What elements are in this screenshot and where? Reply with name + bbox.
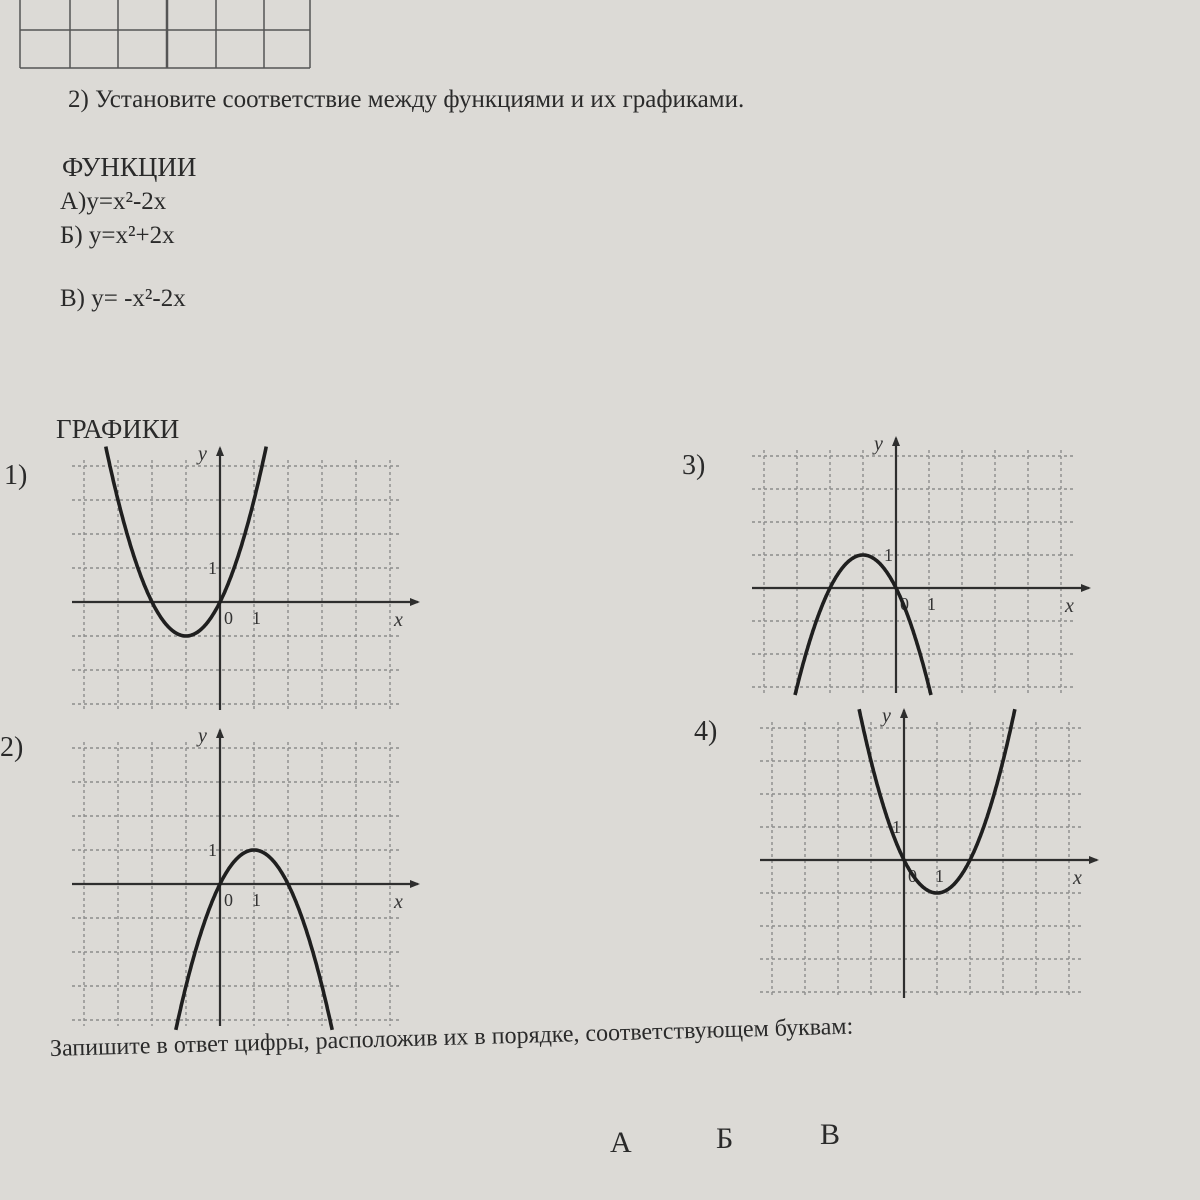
y-axis-label: y (874, 433, 883, 455)
graph-label-3: 3) (682, 450, 706, 481)
y-axis-arrow (900, 708, 908, 718)
graph-1 (60, 443, 410, 720)
x-axis-label: x (1065, 595, 1074, 617)
task-text: Установите соответствие между функциями и их графиками. (95, 86, 745, 113)
origin-label: 0 (224, 890, 233, 910)
x-axis-label: x (1073, 867, 1082, 889)
y-unit-label: 1 (208, 840, 217, 860)
function-c: В) y= -x²-2x (60, 285, 186, 312)
origin-label: 0 (224, 608, 233, 628)
x-axis-arrow (410, 598, 420, 606)
y-unit-label: 1 (892, 817, 901, 837)
x-axis-label: x (394, 891, 403, 913)
task-number: 2) (68, 86, 89, 113)
graph-label-2: 2) (0, 732, 24, 763)
x-unit-label: 1 (252, 608, 261, 628)
function-b: Б) y=x²+2x (60, 222, 175, 249)
graph-2 (60, 725, 410, 1008)
answer-table-fragment (14, 0, 314, 78)
x-axis-arrow (1081, 584, 1091, 592)
grid-lines (752, 450, 1073, 693)
function-a: А)y=x²-2x (60, 188, 167, 215)
x-unit-label: 1 (927, 594, 936, 614)
functions-heading: ФУНКЦИИ (62, 152, 197, 182)
graph-4 (756, 705, 1096, 984)
x-unit-label: 1 (935, 866, 944, 886)
x-axis-label: x (394, 609, 403, 631)
answer-letter-a: А (610, 1126, 632, 1159)
origin-label: 0 (908, 866, 917, 886)
x-axis-arrow (410, 880, 420, 888)
answer-letter-c: В (820, 1118, 841, 1151)
x-axis-arrow (1089, 856, 1099, 864)
y-axis-arrow (216, 446, 224, 456)
graphs-heading: ГРАФИКИ (56, 414, 180, 444)
y-axis-arrow (892, 436, 900, 446)
answer-letter-b: Б (716, 1122, 734, 1155)
task-prompt (68, 86, 744, 114)
graph-label-4: 4) (694, 716, 718, 747)
graph-label-1: 1) (4, 460, 28, 491)
answer-instruction: Запишите в ответ цифры, расположив их в порядке, соответствующем буквам: (49, 1013, 854, 1062)
y-axis-label: y (198, 443, 207, 465)
y-unit-label: 1 (208, 558, 217, 578)
y-axis-arrow (216, 728, 224, 738)
x-unit-label: 1 (252, 890, 261, 910)
grid-lines (72, 460, 402, 710)
y-axis-label: y (882, 705, 891, 727)
graph-3 (740, 433, 1080, 702)
parabola-curve (106, 447, 266, 636)
y-unit-label: 1 (884, 545, 893, 565)
y-axis-label: y (198, 725, 207, 747)
origin-label: 0 (900, 594, 909, 614)
